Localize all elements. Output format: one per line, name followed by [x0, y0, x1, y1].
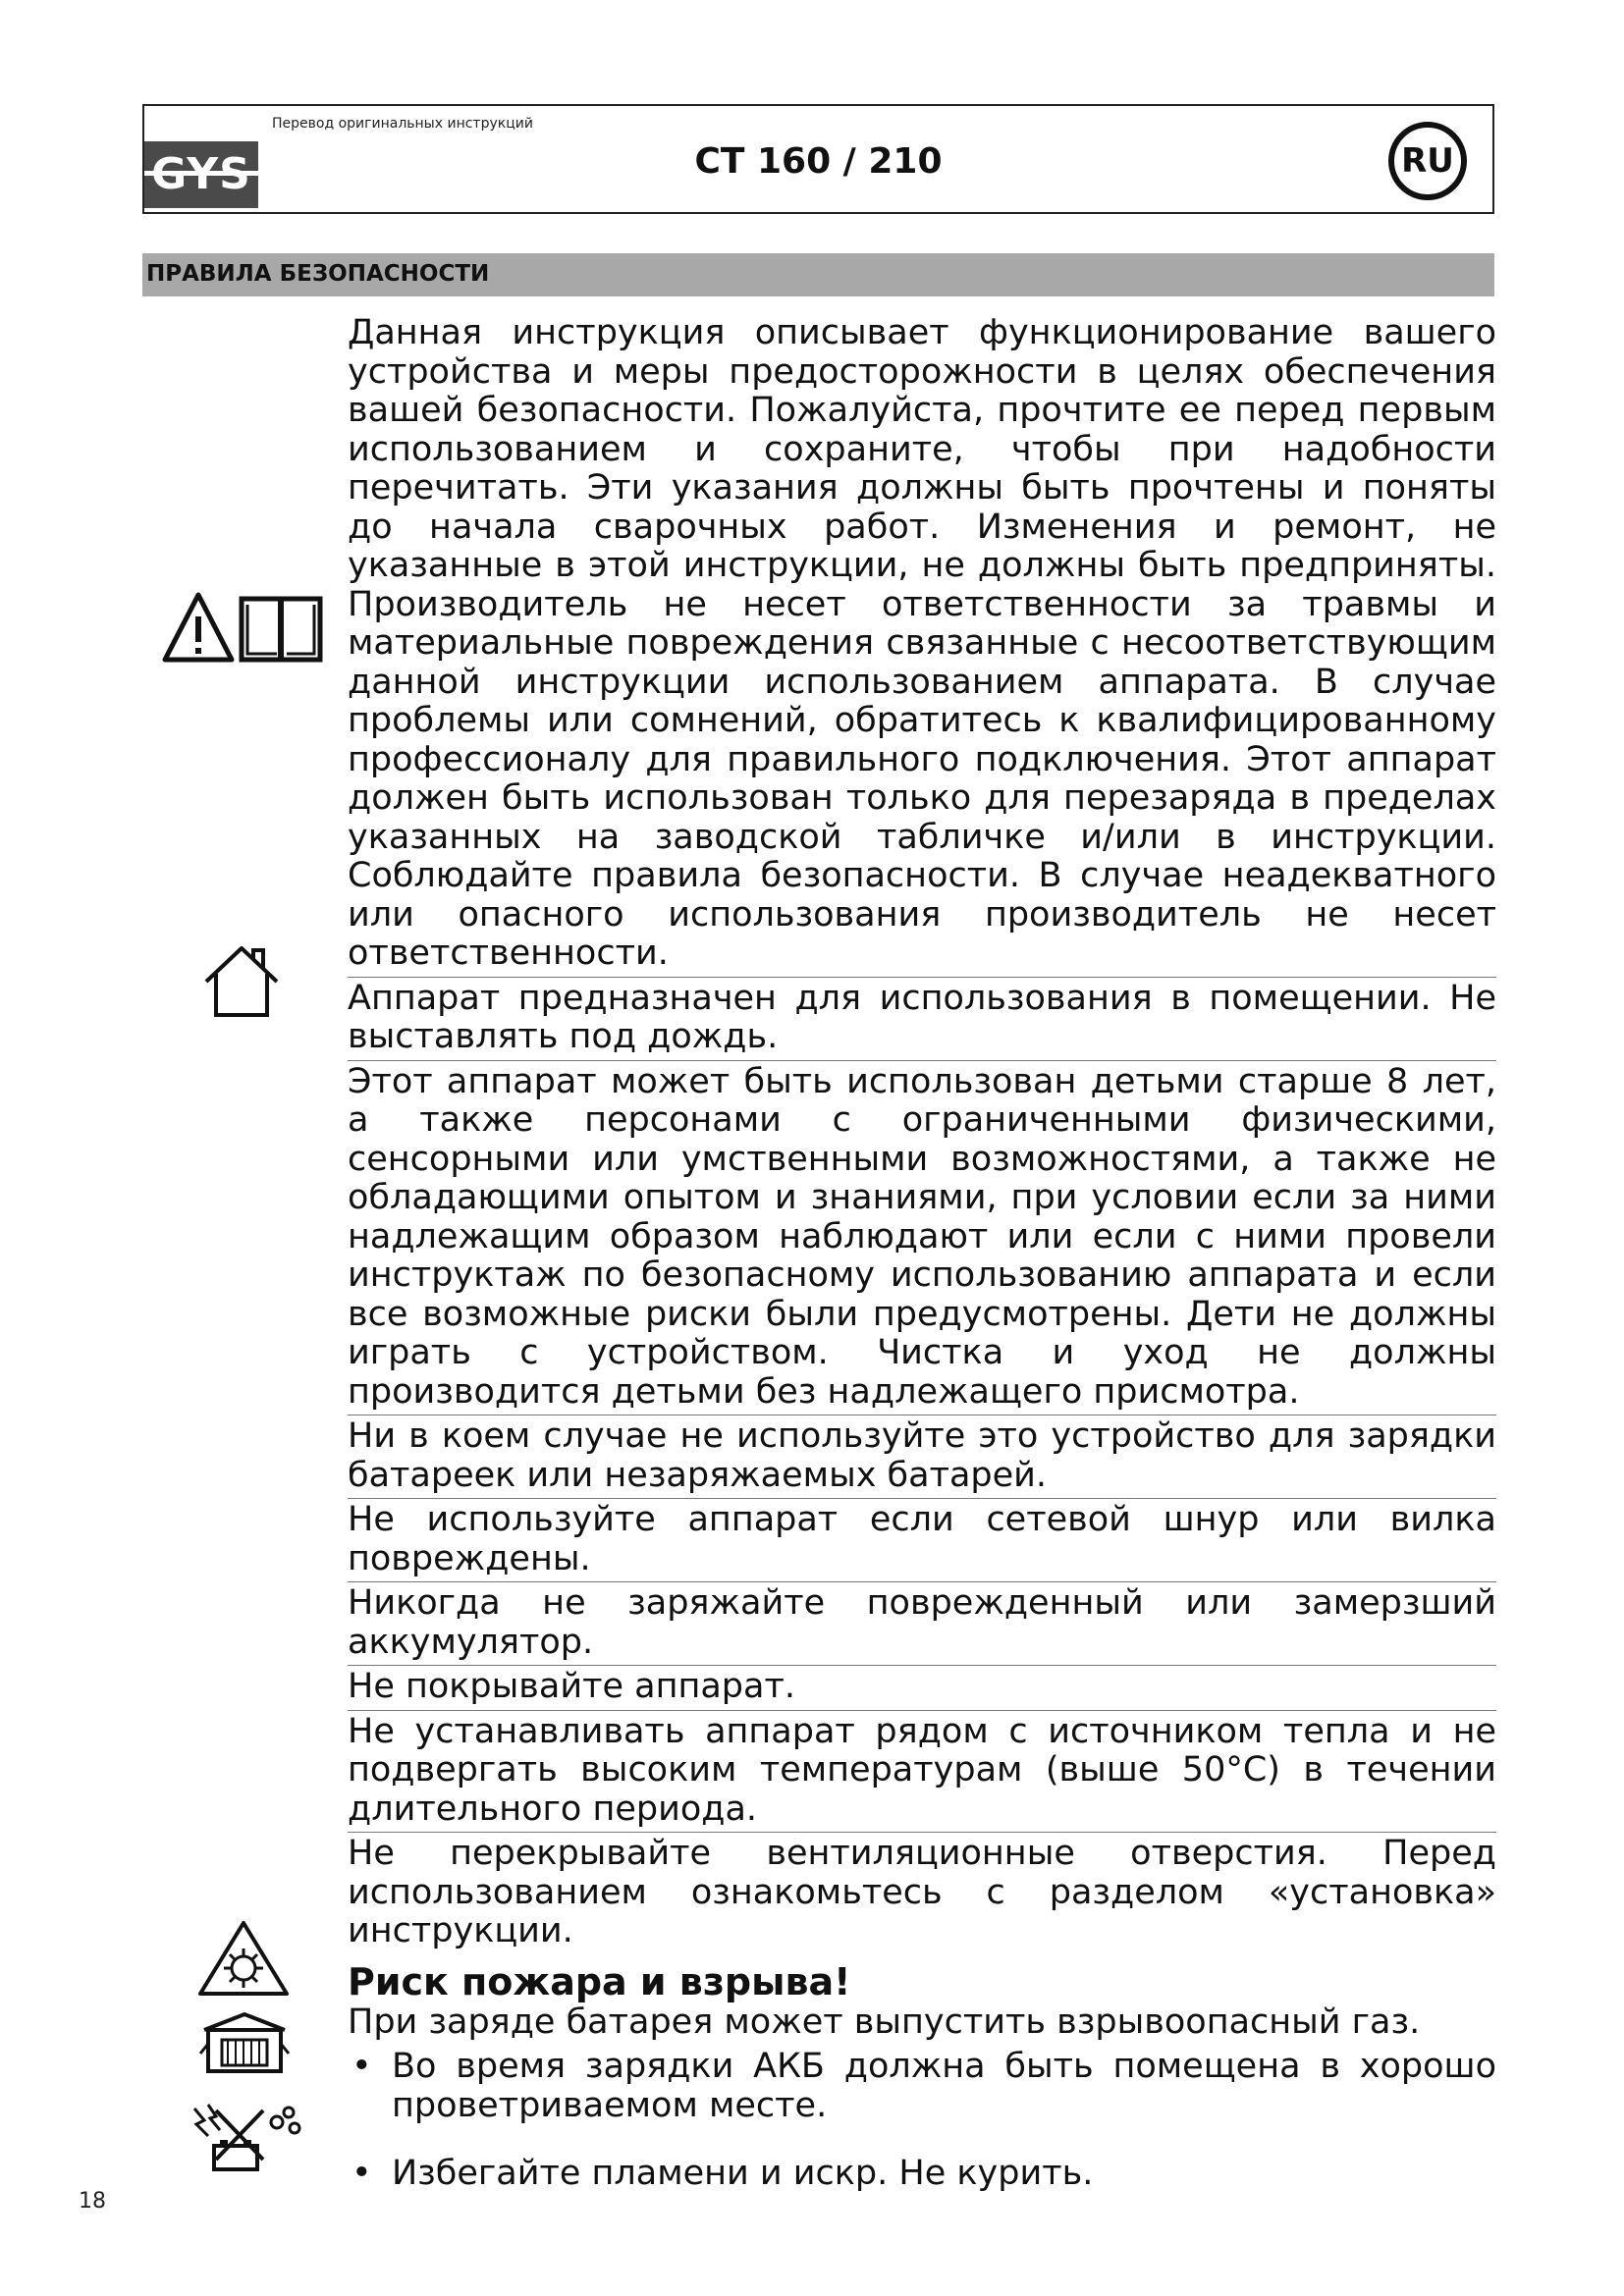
explosion-warning-icon — [196, 1919, 291, 1998]
warning-manual-icon — [161, 589, 326, 666]
indoor-house-icon — [202, 944, 281, 1019]
no-flame-bullet-text: Избегайте пламени и искр. Не курить. — [392, 2154, 1094, 2193]
document-header — [142, 104, 1494, 214]
heat-source-paragraph: Не устанавливать аппарат рядом с источником тепла и не подвергать высоким температурам (выше 50°С) в течении длительного периода. — [348, 1713, 1496, 1834]
fire-risk-title: Риск пожара и взрыва! — [348, 1959, 851, 2003]
page-number: 18 — [79, 2189, 106, 2214]
section-title-bar — [142, 253, 1494, 296]
children-paragraph: Этот аппарат может быть использован детьми старше 8 лет, а также персонами с ограниченными физическими, сенсорными или умственными возможностями, а также не обладающими опытом и знаниями, при условии если за ними надлежащим образом наблюдают или если с ними провели инструктаж по безопасному использованию аппарата и если все возможные риски были предусмотрены. Дети не должны играть с устройством. Чистка и уход не должны производится детьми без надлежащего присмотра. — [348, 1063, 1496, 1416]
bullet-dot: • — [352, 2154, 372, 2193]
indoor-use-paragraph: Аппарат предназначен для использования в помещении. Не выставлять под дождь. — [348, 980, 1496, 1061]
no-flame-spark-icon — [189, 2101, 304, 2173]
intro-paragraph: Данная инструкция описывает функционирование вашего устройства и меры предосторожности в целях обеспечения вашей безопасности. Пожалуйста, прочтите ее перед первым использованием и сохраните, чтобы при надобности перечитать. Эти указания должны быть прочтены и поняты до начала сварочных работ. Изменения и ремонт, не указанные в этой инструкции, не должны быть предприняты. Производитель не несет ответственности за травмы и материальные повреждения связанные с несоответствующим данной инструкции использованием аппарата. В случае проблемы или сомнений, обратитесь к квалифицированному профессионалу для правильного подключения. Этот аппарат должен быть использован только для перезаряда в пределах указанных на заводской табличке и/или в инструкции. Соблюдайте правила безопасности. В случае неадекватного или опасного использования производитель не несет ответственности. — [348, 314, 1496, 978]
non-rechargeable-paragraph: Ни в коем случае не используйте это устройство для зарядки батареек или незаряжаемых батарей. — [348, 1417, 1496, 1499]
bullet-dot: • — [352, 2047, 372, 2086]
section-title: ПРАВИЛА БЕЗОПАСНОСТИ — [146, 261, 490, 287]
ventilation-bullet-text: Во время зарядки АКБ должна быть помещена в хорошо проветриваемом месте. — [392, 2047, 1496, 2125]
damaged-cord-paragraph: Не используйте аппарат если сетевой шнур или вилка повреждены. — [348, 1501, 1496, 1582]
model-title: CT 160 / 210 — [694, 141, 943, 182]
ventilation-bullet — [348, 2048, 1496, 2125]
do-not-cover-paragraph: Не покрывайте аппарат. — [348, 1668, 1496, 1711]
no-flame-bullet — [348, 2155, 1496, 2194]
damaged-battery-paragraph: Никогда не заряжайте поврежденный или замерзший аккумулятор. — [348, 1584, 1496, 1666]
ventilated-room-icon — [198, 2010, 291, 2075]
fire-risk-intro: При заряде батарея может выпустить взрывоопасный газ. — [348, 2002, 1421, 2042]
logo-text: GYS — [151, 149, 251, 199]
ventilation-paragraph: Не перекрывайте вентиляционные отверстия. Перед использованием ознакомьтесь с разделом «установка» инструкции. — [348, 1834, 1496, 1950]
safety-rules-content — [348, 314, 1496, 2194]
header-subtitle: Перевод оригинальных инструкций — [272, 116, 533, 132]
language-badge: RU — [1388, 122, 1467, 200]
